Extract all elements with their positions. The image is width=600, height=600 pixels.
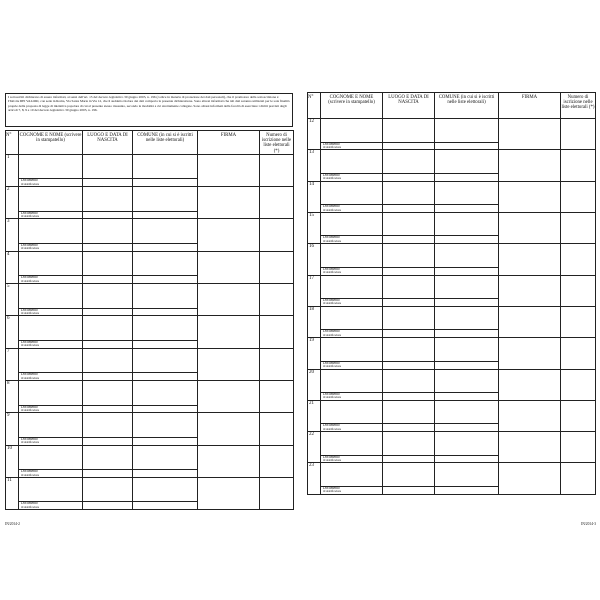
header-iscrizione: Numero di iscrizione nelle liste elettorali (*) [260, 131, 294, 155]
document-cell[interactable] [19, 276, 83, 284]
row-number: 9 [6, 413, 19, 445]
document-comune-cell[interactable] [435, 361, 499, 369]
document-birth-cell[interactable] [383, 142, 435, 150]
row-number: 23 [308, 463, 321, 494]
signature-cell[interactable] [499, 463, 561, 494]
document-sublabel: di identificazione [21, 473, 40, 477]
birth-cell[interactable] [83, 316, 133, 341]
surname-cell[interactable] [19, 445, 83, 470]
document-label: Documento [21, 275, 38, 280]
document-cell[interactable] [19, 405, 83, 413]
row-number: 11 [6, 477, 19, 509]
surname-cell[interactable] [321, 244, 383, 268]
document-comune-cell[interactable] [435, 424, 499, 432]
signature-cell[interactable] [198, 284, 260, 316]
iscrizione-cell[interactable] [561, 119, 596, 150]
header-number: N° [6, 131, 19, 155]
row-number: 20 [308, 369, 321, 400]
signer-row [308, 181, 596, 205]
comune-cell[interactable] [435, 212, 499, 236]
document-sublabel: di identificazione [323, 208, 342, 212]
document-cell[interactable] [19, 308, 83, 316]
signer-row [308, 150, 596, 174]
iscrizione-cell[interactable] [561, 275, 596, 306]
document-birth-cell[interactable] [83, 470, 133, 478]
document-label: Documento [323, 392, 340, 396]
comune-cell[interactable] [435, 432, 499, 456]
surname-cell[interactable] [19, 187, 83, 212]
document-birth-cell[interactable] [83, 276, 133, 284]
iscrizione-cell[interactable] [260, 413, 294, 445]
row-number: 10 [6, 445, 19, 477]
document-birth-cell[interactable] [383, 267, 435, 275]
row-number: 4 [6, 251, 19, 283]
surname-cell[interactable] [321, 275, 383, 299]
comune-cell[interactable] [435, 181, 499, 205]
signature-cell[interactable] [499, 432, 561, 463]
surname-cell[interactable] [321, 338, 383, 362]
birth-cell[interactable] [383, 244, 435, 268]
birth-cell[interactable] [383, 306, 435, 330]
surname-cell[interactable] [321, 212, 383, 236]
document-comune-cell[interactable] [133, 276, 198, 284]
document-sublabel: di identificazione [21, 247, 40, 251]
signer-row [6, 219, 294, 244]
signature-table-left [5, 130, 294, 510]
signer-row [308, 244, 596, 268]
comune-cell[interactable] [435, 369, 499, 393]
document-cell[interactable] [321, 173, 383, 181]
surname-cell[interactable] [321, 369, 383, 393]
document-label: Documento [323, 423, 340, 428]
signer-row [6, 381, 294, 406]
signer-row [308, 369, 596, 393]
birth-cell[interactable] [83, 381, 133, 406]
header-comune: COMUNE (in cui si è iscritti nelle liste elettorali) [133, 131, 198, 155]
signer-row [6, 154, 294, 179]
comune-cell[interactable] [435, 463, 499, 487]
birth-cell[interactable] [83, 187, 133, 212]
surname-cell[interactable] [19, 348, 83, 373]
document-birth-cell[interactable] [383, 486, 435, 494]
document-cell[interactable] [321, 330, 383, 338]
iscrizione-cell[interactable] [260, 348, 294, 380]
document-cell[interactable] [321, 361, 383, 369]
comune-cell[interactable] [133, 477, 198, 502]
document-sublabel: di identificazione [21, 376, 40, 380]
comune-cell[interactable] [435, 306, 499, 330]
signature-cell[interactable] [499, 306, 561, 337]
surname-cell[interactable] [19, 154, 83, 179]
document-sublabel: di identificazione [323, 271, 342, 275]
header-firma: FIRMA [198, 131, 260, 155]
birth-cell[interactable] [383, 432, 435, 456]
iscrizione-cell[interactable] [561, 306, 596, 337]
signer-row [6, 348, 294, 373]
document-label: Documento [21, 404, 38, 409]
document-comune-cell[interactable] [133, 179, 198, 187]
birth-cell[interactable] [83, 445, 133, 470]
document-label: Documento [323, 360, 340, 365]
document-cell[interactable] [19, 437, 83, 445]
signature-cell[interactable] [198, 445, 260, 477]
signer-row [6, 445, 294, 470]
iscrizione-cell[interactable] [260, 219, 294, 251]
right-page [300, 80, 600, 528]
document-cell[interactable] [321, 267, 383, 275]
document-cell[interactable] [19, 211, 83, 219]
birth-cell[interactable] [83, 284, 133, 309]
birth-cell[interactable] [383, 275, 435, 299]
document-birth-cell[interactable] [383, 393, 435, 401]
document-label: Documento [21, 307, 38, 312]
comune-cell[interactable] [133, 413, 198, 438]
signature-cell[interactable] [198, 187, 260, 219]
signer-row [308, 275, 596, 299]
header-comune: COMUNE (in cui si è iscritti nelle liste elettorali) [435, 93, 499, 119]
document-comune-cell[interactable] [435, 299, 499, 307]
document-label: Documento [21, 372, 38, 377]
iscrizione-cell[interactable] [561, 432, 596, 463]
row-number: 13 [308, 150, 321, 181]
document-comune-cell[interactable] [435, 455, 499, 463]
document-comune-cell[interactable] [133, 308, 198, 316]
document-comune-cell[interactable] [133, 405, 198, 413]
signature-cell[interactable] [499, 275, 561, 306]
row-number: 22 [308, 432, 321, 463]
document-cell[interactable] [19, 243, 83, 251]
signature-cell[interactable] [198, 348, 260, 380]
iscrizione-cell[interactable] [561, 150, 596, 181]
comune-cell[interactable] [435, 400, 499, 424]
document-sublabel: di identificazione [323, 427, 342, 431]
document-sublabel: di identificazione [21, 441, 40, 445]
comune-cell[interactable] [133, 316, 198, 341]
row-number: 19 [308, 338, 321, 369]
birth-cell[interactable] [83, 154, 133, 179]
surname-cell[interactable] [19, 316, 83, 341]
document-label: Documento [323, 454, 340, 459]
comune-cell[interactable] [435, 275, 499, 299]
document-comune-cell[interactable] [435, 267, 499, 275]
signer-row [6, 413, 294, 438]
document-cell[interactable] [19, 179, 83, 187]
document-sublabel: di identificazione [21, 344, 40, 348]
document-label: Documento [323, 266, 340, 271]
document-sublabel: di identificazione [323, 333, 342, 337]
document-birth-cell[interactable] [383, 236, 435, 244]
row-number: 15 [308, 212, 321, 243]
signer-row [308, 432, 596, 456]
row-number: 5 [6, 284, 19, 316]
signature-cell[interactable] [198, 316, 260, 348]
signer-row [308, 338, 596, 362]
birth-cell[interactable] [83, 477, 133, 502]
document-sublabel: di identificazione [323, 239, 342, 243]
comune-cell[interactable] [435, 244, 499, 268]
row-number: 8 [6, 381, 19, 413]
surname-cell[interactable] [19, 413, 83, 438]
document-comune-cell[interactable] [133, 437, 198, 445]
document-cell[interactable] [321, 236, 383, 244]
header-birth: LUOGO E DATA DI NASCITA [383, 93, 435, 119]
document-cell[interactable] [321, 486, 383, 494]
comune-cell[interactable] [133, 219, 198, 244]
document-sublabel: di identificazione [21, 215, 40, 219]
document-sublabel: di identificazione [21, 408, 40, 412]
document-label: Documento [21, 469, 38, 474]
document-comune-cell[interactable] [435, 142, 499, 150]
surname-cell[interactable] [321, 150, 383, 174]
iscrizione-cell[interactable] [561, 338, 596, 369]
row-number: 6 [6, 316, 19, 348]
document-comune-cell[interactable] [435, 236, 499, 244]
document-cell[interactable] [321, 205, 383, 213]
row-number: 1 [6, 154, 19, 186]
row-number: 12 [308, 119, 321, 150]
document-sublabel: di identificazione [323, 490, 342, 494]
left-page [0, 80, 300, 528]
birth-cell[interactable] [83, 413, 133, 438]
signer-row [308, 400, 596, 424]
document-comune-cell[interactable] [133, 243, 198, 251]
document-label: Documento [21, 339, 38, 344]
comune-cell[interactable] [435, 150, 499, 174]
signature-table-right [307, 92, 596, 495]
document-label: Documento [21, 501, 38, 506]
signature-cell[interactable] [499, 400, 561, 431]
header-iscrizione: Numero di iscrizione nelle liste elettorali (*) [561, 93, 596, 119]
document-label: Documento [323, 298, 340, 303]
iscrizione-cell[interactable] [260, 477, 294, 509]
document-birth-cell[interactable] [383, 330, 435, 338]
document-label: Documento [323, 204, 340, 209]
document-birth-cell[interactable] [83, 308, 133, 316]
document-cell[interactable] [19, 373, 83, 381]
row-number: 21 [308, 400, 321, 431]
comune-cell[interactable] [133, 348, 198, 373]
header-number: N° [308, 93, 321, 119]
document-comune-cell[interactable] [435, 486, 499, 494]
birth-cell[interactable] [383, 369, 435, 393]
form-code-left: IN/2014-2 [5, 522, 20, 526]
header-surname: COGNOME E NOME (scrivere in stampatello) [19, 131, 83, 155]
surname-cell[interactable] [19, 251, 83, 276]
document-cell[interactable] [321, 393, 383, 401]
signature-cell[interactable] [499, 181, 561, 212]
surname-cell[interactable] [19, 381, 83, 406]
signer-row [6, 187, 294, 212]
comune-cell[interactable] [435, 338, 499, 362]
document-birth-cell[interactable] [83, 502, 133, 510]
document-sublabel: di identificazione [323, 145, 342, 149]
signer-row [308, 119, 596, 143]
iscrizione-cell[interactable] [260, 187, 294, 219]
birth-cell[interactable] [383, 119, 435, 143]
row-number: 7 [6, 348, 19, 380]
document-sublabel: di identificazione [323, 459, 342, 463]
surname-cell[interactable] [19, 477, 83, 502]
iscrizione-cell[interactable] [561, 212, 596, 243]
surname-cell[interactable] [321, 400, 383, 424]
iscrizione-cell[interactable] [260, 284, 294, 316]
document-birth-cell[interactable] [383, 424, 435, 432]
signer-row [6, 316, 294, 341]
document-sublabel: di identificazione [21, 311, 40, 315]
signature-cell[interactable] [499, 212, 561, 243]
document-label: Documento [323, 172, 340, 177]
signature-cell[interactable] [198, 251, 260, 283]
document-sublabel: di identificazione [21, 182, 40, 186]
birth-cell[interactable] [383, 463, 435, 487]
document-label: Documento [323, 235, 340, 240]
document-cell[interactable] [321, 142, 383, 150]
signature-cell[interactable] [499, 244, 561, 275]
document-comune-cell[interactable] [133, 211, 198, 219]
document-birth-cell[interactable] [383, 455, 435, 463]
row-number: 2 [6, 187, 19, 219]
document-birth-cell[interactable] [383, 173, 435, 181]
document-birth-cell[interactable] [83, 340, 133, 348]
document-comune-cell[interactable] [133, 373, 198, 381]
document-sublabel: di identificazione [21, 279, 40, 283]
document-cell[interactable] [19, 340, 83, 348]
comune-cell[interactable] [133, 445, 198, 470]
surname-cell[interactable] [321, 463, 383, 487]
birth-cell[interactable] [83, 251, 133, 276]
row-number: 17 [308, 275, 321, 306]
iscrizione-cell[interactable] [260, 316, 294, 348]
document-birth-cell[interactable] [83, 373, 133, 381]
surname-cell[interactable] [321, 119, 383, 143]
document-comune-cell[interactable] [133, 340, 198, 348]
iscrizione-cell[interactable] [260, 154, 294, 186]
document-birth-cell[interactable] [83, 437, 133, 445]
document-sublabel: di identificazione [323, 365, 342, 369]
header-firma: FIRMA [499, 93, 561, 119]
document-sublabel: di identificazione [323, 302, 342, 306]
comune-cell[interactable] [133, 381, 198, 406]
surname-cell[interactable] [19, 219, 83, 244]
signature-cell[interactable] [499, 369, 561, 400]
document-cell[interactable] [19, 502, 83, 510]
birth-cell[interactable] [383, 150, 435, 174]
document-birth-cell[interactable] [383, 361, 435, 369]
surname-cell[interactable] [19, 284, 83, 309]
iscrizione-cell[interactable] [561, 244, 596, 275]
signature-cell[interactable] [198, 477, 260, 509]
form-code-right: IN/2014-3 [581, 522, 596, 526]
document-sublabel: di identificazione [21, 505, 40, 509]
document-sublabel: di identificazione [323, 396, 342, 400]
document-label: Documento [21, 242, 38, 247]
document-comune-cell[interactable] [435, 330, 499, 338]
document-cell[interactable] [321, 424, 383, 432]
document-birth-cell[interactable] [83, 211, 133, 219]
row-number: 14 [308, 181, 321, 212]
signature-cell[interactable] [499, 119, 561, 150]
iscrizione-cell[interactable] [260, 251, 294, 283]
document-label: Documento [21, 178, 38, 183]
signer-row [6, 477, 294, 502]
document-cell[interactable] [321, 299, 383, 307]
document-cell[interactable] [19, 470, 83, 478]
signature-cell[interactable] [198, 381, 260, 413]
signer-row [308, 306, 596, 330]
privacy-statement: I sottoscritti dichiarano di essere informati, ai sensi dell'art. 13 del decreto legislativo 30 giugno 2003, n. 196 (codice in materia di protezione dei dati personali), che il promotore della sottoscrizione è ITALIA DEI VALORI, con sede in Roma, Via Santa Maria in Via 12, che il suddetto titolare dei dati comporta la presente dichiarazione. Sono altresì informati che tali dati saranno utilizzati per le sole finalità proprie della proposta di legge di iniziativa popolare di cui al presente stesso riassunto, secondo le modalità a ciò strettamente collegate. Sono altresì informati della facoltà di esercitare i diritti previsti dagli articoli 7, 8, 9 e 10 del decreto legislativo 30 giugno 2003, n. 196. [5, 93, 293, 127]
left-rows [6, 154, 294, 509]
comune-cell[interactable] [133, 251, 198, 276]
signer-row [6, 284, 294, 309]
comune-cell[interactable] [133, 187, 198, 212]
document-comune-cell[interactable] [133, 470, 198, 478]
birth-cell[interactable] [383, 181, 435, 205]
document-birth-cell[interactable] [83, 179, 133, 187]
document-label: Documento [21, 436, 38, 441]
birth-cell[interactable] [383, 212, 435, 236]
header-surname: COGNOME E NOME (scrivere in stampatello) [321, 93, 383, 119]
signer-row [6, 251, 294, 276]
iscrizione-cell[interactable] [561, 181, 596, 212]
surname-cell[interactable] [321, 306, 383, 330]
birth-cell[interactable] [83, 219, 133, 244]
document-birth-cell[interactable] [383, 205, 435, 213]
surname-cell[interactable] [321, 181, 383, 205]
iscrizione-cell[interactable] [260, 381, 294, 413]
document-label: Documento [323, 329, 340, 334]
signature-cell[interactable] [499, 150, 561, 181]
document-comune-cell[interactable] [435, 205, 499, 213]
row-number: 3 [6, 219, 19, 251]
surname-cell[interactable] [321, 432, 383, 456]
document-comune-cell[interactable] [435, 173, 499, 181]
signer-row [308, 463, 596, 487]
iscrizione-cell[interactable] [260, 445, 294, 477]
right-rows [308, 119, 596, 495]
document-label: Documento [323, 485, 340, 490]
signature-cell[interactable] [198, 219, 260, 251]
document-comune-cell[interactable] [435, 393, 499, 401]
iscrizione-cell[interactable] [561, 463, 596, 494]
document-cell[interactable] [321, 455, 383, 463]
document-label: Documento [21, 210, 38, 215]
document-label: Documento [323, 141, 340, 146]
document-birth-cell[interactable] [83, 405, 133, 413]
row-number: 16 [308, 244, 321, 275]
header-birth: LUOGO E DATA DI NASCITA [83, 131, 133, 155]
comune-cell[interactable] [133, 284, 198, 309]
signature-cell[interactable] [198, 154, 260, 186]
signer-row [308, 212, 596, 236]
iscrizione-cell[interactable] [561, 400, 596, 431]
birth-cell[interactable] [383, 338, 435, 362]
row-number: 18 [308, 306, 321, 337]
birth-cell[interactable] [383, 400, 435, 424]
signature-cell[interactable] [198, 413, 260, 445]
document-sublabel: di identificazione [323, 177, 342, 181]
signature-cell[interactable] [499, 338, 561, 369]
document-comune-cell[interactable] [133, 502, 198, 510]
document-birth-cell[interactable] [83, 243, 133, 251]
birth-cell[interactable] [83, 348, 133, 373]
document-birth-cell[interactable] [383, 299, 435, 307]
comune-cell[interactable] [133, 154, 198, 179]
comune-cell[interactable] [435, 119, 499, 143]
iscrizione-cell[interactable] [561, 369, 596, 400]
